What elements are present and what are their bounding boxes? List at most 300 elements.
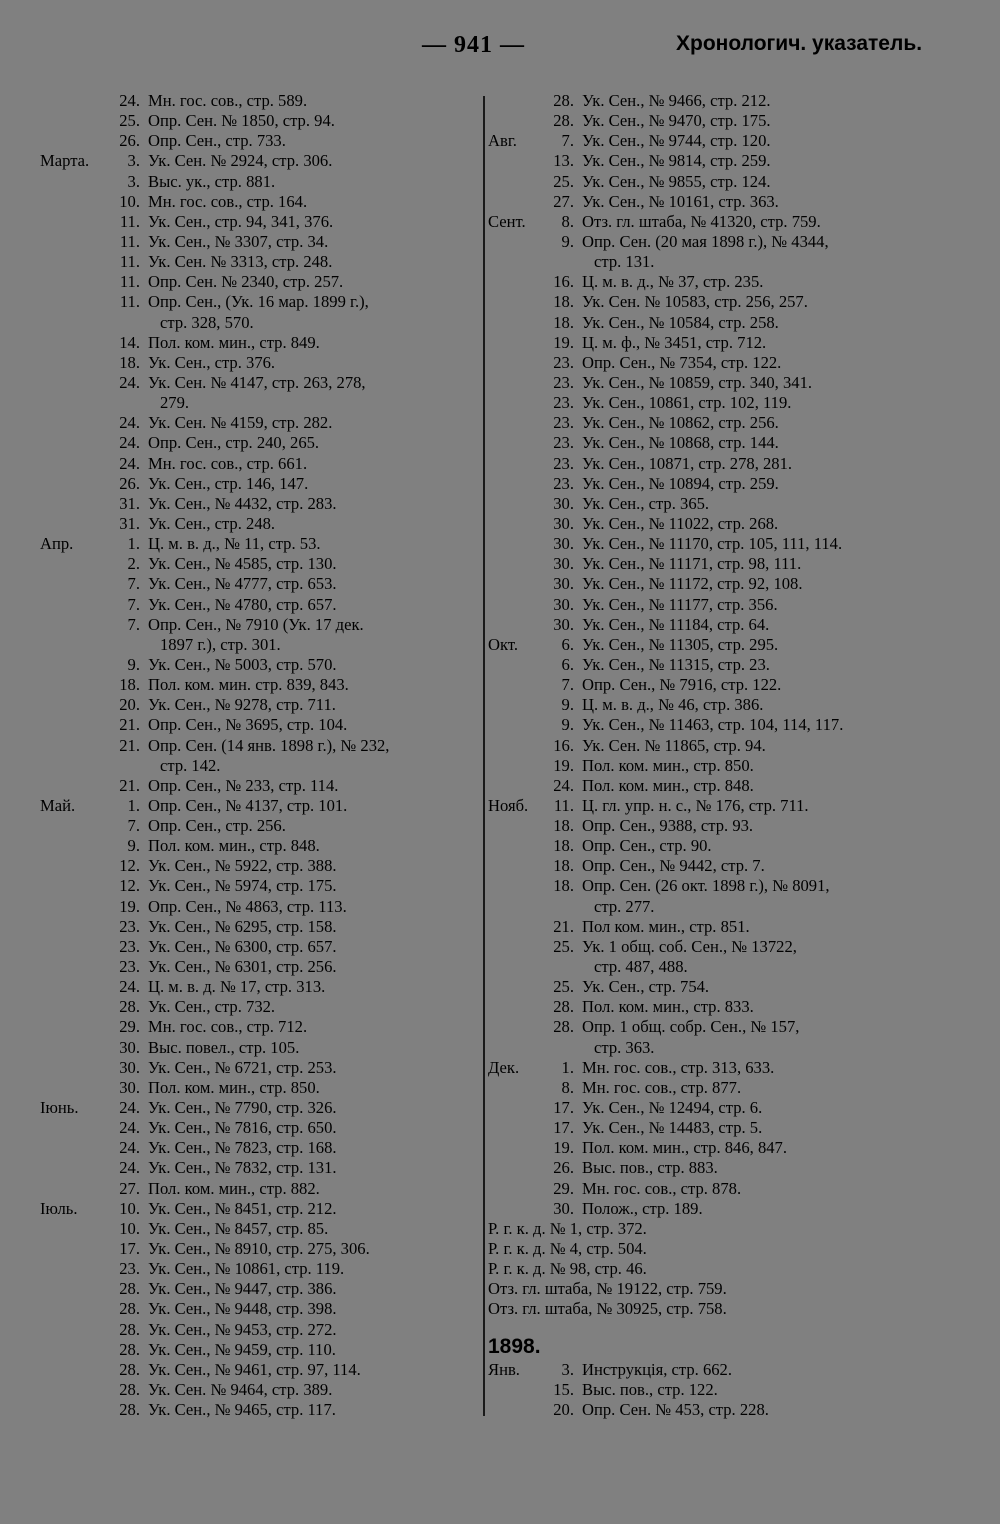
entry-text: Ук. Сен., № 5922, стр. 388.: [148, 856, 337, 876]
entry-day: 23.: [119, 957, 140, 977]
index-entry: [40, 675, 480, 695]
entry-month: [40, 111, 98, 131]
entry-text: Ук. Сен., № 11172, стр. 92, 108.: [582, 574, 803, 594]
entry-day: 25.: [553, 936, 574, 956]
index-entry: [488, 977, 958, 997]
entry-text: Р. г. к. д. № 1, стр. 372.: [488, 1218, 647, 1238]
entry-text: Ук. Сен., № 9466, стр. 212.: [582, 91, 771, 110]
entry-text: стр. 328, 570.: [160, 312, 254, 332]
entry-text: Ук. Сен., № 6295, стр. 158.: [148, 916, 337, 936]
index-entry: [488, 615, 958, 635]
entry-day: 26.: [119, 473, 140, 493]
entry-text: Полож., стр. 189.: [582, 1198, 703, 1218]
index-entry: [488, 413, 958, 433]
index-entry: [488, 192, 958, 212]
entry-month: [40, 977, 98, 997]
entry-text: стр. 487, 488.: [594, 957, 688, 977]
entry-month: Апр.: [40, 534, 74, 554]
entry-text: Ук. Сен., № 6721, стр. 253.: [148, 1057, 337, 1077]
index-entry: [40, 333, 480, 353]
entry-text: Опр. Сен., № 7910 (Ук. 17 дек.: [148, 614, 364, 634]
entry-text: Опр. Сен., стр. 240, 265.: [148, 433, 320, 453]
index-entry: [488, 736, 958, 756]
index-entry: [488, 373, 958, 393]
entry-text: Ук. Сен., № 11305, стр. 295.: [582, 634, 779, 654]
index-entry: [488, 151, 958, 171]
entry-day: 11.: [119, 211, 140, 231]
entry-month: [488, 192, 544, 212]
entry-text: Ук. Сен., № 11171, стр. 98, 111.: [582, 554, 802, 574]
index-entry: [40, 554, 480, 574]
entry-text: Ук. Сен. № 9464, стр. 389.: [148, 1380, 333, 1399]
entry-day: 28.: [119, 1339, 140, 1359]
entry-month: [488, 1158, 544, 1178]
entry-day: 7.: [561, 675, 574, 695]
entry-day: 27.: [553, 191, 574, 211]
entry-day: 24.: [119, 1158, 140, 1178]
entry-day: 8.: [561, 1077, 574, 1097]
index-entry: [488, 1239, 958, 1259]
entry-month: [40, 192, 98, 212]
index-entry: [40, 695, 480, 715]
entry-month: [488, 393, 544, 413]
index-entry: [488, 1360, 958, 1380]
entry-day: 19.: [553, 755, 574, 775]
entry-day: 28.: [119, 1319, 140, 1339]
entry-day: 8.: [561, 211, 574, 231]
entry-text: Выс. пов., стр. 883.: [582, 1158, 718, 1178]
index-entry: [40, 172, 480, 192]
entry-month: [40, 1239, 98, 1259]
entry-month: [40, 554, 98, 574]
entry-text: Мн. гос. сов., стр. 712.: [148, 1017, 308, 1037]
entry-day: 30.: [119, 1037, 140, 1057]
index-entry: [488, 554, 958, 574]
entry-month: [488, 454, 544, 474]
entry-day: 15.: [553, 1379, 574, 1399]
index-entry: [40, 937, 480, 957]
entry-day: 26.: [553, 1158, 574, 1178]
index-entry: [40, 1360, 480, 1380]
entry-month: [488, 151, 544, 171]
index-entry: [40, 272, 480, 292]
entry-day: 23.: [553, 372, 574, 392]
entry-text: Ук. Сен., № 4585, стр. 130.: [148, 554, 337, 574]
entry-month: Окт.: [488, 634, 518, 654]
index-entry: [488, 1199, 958, 1219]
index-entry: [40, 1219, 480, 1239]
entry-month: Дек.: [488, 1057, 520, 1077]
entry-day: 28.: [119, 1380, 140, 1399]
entry-text: Отз. гл. штаба, № 41320, стр. 759.: [582, 211, 821, 231]
entry-day: 7.: [561, 131, 574, 151]
entry-day: 29.: [119, 1017, 140, 1037]
entry-month: [488, 232, 544, 252]
entry-month: [488, 313, 544, 333]
entry-month: [488, 957, 544, 977]
entry-day: 9.: [561, 695, 574, 715]
entry-month: [40, 373, 98, 393]
entry-month: [488, 474, 544, 494]
entry-month: [488, 433, 544, 453]
entry-day: 18.: [553, 312, 574, 332]
entry-text: Опр. Сен. (14 янв. 1898 г.), № 232,: [148, 735, 390, 755]
index-entry: [488, 1279, 958, 1299]
index-entry: [488, 313, 958, 333]
index-entry: [488, 1038, 958, 1058]
entry-month: [40, 615, 98, 635]
entry-month: [40, 1320, 98, 1340]
entry-day: [98, 393, 140, 413]
index-entry: [488, 997, 958, 1017]
index-entry: [40, 1118, 480, 1138]
entry-month: [488, 373, 544, 393]
entry-text: Ц. м. в. д., № 11, стр. 53.: [148, 534, 321, 554]
entry-day: 28.: [119, 1359, 140, 1379]
entry-text: стр. 363.: [594, 1037, 655, 1057]
entry-month: [488, 897, 544, 917]
entry-day: 24.: [119, 433, 140, 453]
index-entry: [40, 1259, 480, 1279]
entry-text: Ук. Сен., № 10861, стр. 119.: [148, 1259, 345, 1279]
index-entry: [488, 695, 958, 715]
index-entry: [40, 655, 480, 675]
entry-month: [488, 172, 544, 192]
entry-month: [488, 937, 544, 957]
entry-text: Ц. м. ф., № 3451, стр. 712.: [582, 332, 767, 352]
index-entry: [40, 151, 480, 171]
entry-day: 1.: [127, 534, 140, 554]
entry-month: [488, 715, 544, 735]
entry-text: Опр. Сен., № 9442, стр. 7.: [582, 856, 765, 876]
entry-text: Ук. Сен., № 9465, стр. 117.: [148, 1400, 336, 1420]
index-entry: [488, 876, 958, 896]
entry-day: 25.: [119, 111, 140, 131]
entry-text: Ук. Сен. № 10583, стр. 256, 257.: [582, 292, 808, 312]
entry-month: [488, 836, 544, 856]
entry-day: 3.: [561, 1359, 574, 1379]
entry-month: [40, 715, 98, 735]
entry-text: Опр. Сен., стр. 256.: [148, 816, 286, 836]
index-entry: [488, 172, 958, 192]
entry-month: [488, 1400, 544, 1420]
entry-text: Опр. Сен. № 1850, стр. 94.: [148, 111, 335, 131]
entry-text: Пол. ком. мин., стр. 848.: [582, 775, 754, 795]
entry-month: [488, 1017, 544, 1037]
index-entry: [40, 91, 480, 111]
entry-day: 30.: [553, 534, 574, 554]
index-entry: [40, 977, 480, 997]
entry-day: 24.: [119, 372, 140, 392]
entry-month: [40, 172, 98, 192]
entry-text: Ук. Сен., № 10859, стр. 340, 341.: [582, 372, 813, 392]
entry-text: Опр. Сен., № 4137, стр. 101.: [148, 795, 348, 815]
index-entry: [488, 1219, 958, 1239]
entry-day: 16.: [553, 735, 574, 755]
index-entry: [488, 1138, 958, 1158]
entry-month: [488, 997, 544, 1017]
index-entry: [40, 292, 480, 312]
entry-month: [40, 856, 98, 876]
entry-text: Ук. Сен., стр. 732.: [148, 997, 276, 1017]
entry-day: 30.: [119, 1077, 140, 1097]
entry-month: [40, 937, 98, 957]
entry-day: 21.: [119, 735, 140, 755]
entry-text: Ук. Сен., № 9447, стр. 386.: [148, 1279, 337, 1299]
entry-text: стр. 277.: [594, 896, 655, 916]
entry-month: Нояб.: [488, 795, 529, 815]
entry-day: 31.: [119, 513, 140, 533]
entry-text: Ук. Сен., № 9461, стр. 97, 114.: [148, 1359, 361, 1379]
entry-text: Опр. Сен., стр. 90.: [582, 836, 712, 856]
entry-day: 28.: [553, 1017, 574, 1037]
entry-day: 12.: [119, 876, 140, 896]
entry-day: 28.: [119, 1279, 140, 1299]
entry-text: Ук. Сен., № 9855, стр. 124.: [582, 171, 771, 191]
entry-day: 23.: [553, 393, 574, 413]
entry-month: [488, 1078, 544, 1098]
entry-text: Ц. м. в. д., № 46, стр. 386.: [582, 695, 764, 715]
entry-day: 9.: [561, 715, 574, 735]
index-entry: [488, 1078, 958, 1098]
index-entry: [488, 454, 958, 474]
entry-day: 24.: [553, 775, 574, 795]
index-entry: [488, 534, 958, 554]
entry-day: 23.: [553, 352, 574, 372]
entry-day: 19.: [553, 332, 574, 352]
entry-month: [488, 1038, 544, 1058]
column-divider: [483, 96, 485, 1416]
index-entry: [40, 1058, 480, 1078]
index-entry: [40, 635, 480, 655]
entry-day: 20.: [553, 1399, 574, 1419]
entry-month: [40, 313, 98, 333]
entry-day: [544, 1038, 574, 1058]
index-entry: [488, 1017, 958, 1037]
entry-text: стр. 142.: [160, 755, 221, 775]
entry-month: [488, 816, 544, 836]
entry-month: [40, 474, 98, 494]
index-entry: [40, 876, 480, 896]
entry-month: [488, 1199, 544, 1219]
index-entry: [40, 1078, 480, 1098]
entry-month: [488, 1179, 544, 1199]
entry-text: Ук. Сен., № 8457, стр. 85.: [148, 1218, 329, 1238]
entry-day: 21.: [119, 775, 140, 795]
entry-day: 14.: [119, 332, 140, 352]
entry-text: Ук. Сен., № 14483, стр. 5.: [582, 1118, 763, 1138]
index-entry: [488, 393, 958, 413]
entry-day: [544, 897, 574, 917]
entry-month: [488, 413, 544, 433]
index-entry: [40, 1098, 480, 1118]
entry-month: [40, 675, 98, 695]
entry-day: 16.: [553, 272, 574, 292]
entry-text: Ук. Сен., № 11170, стр. 105, 111, 114.: [582, 534, 843, 554]
index-entry: [488, 91, 958, 111]
entry-day: 17.: [553, 1118, 574, 1138]
entry-month: [488, 1098, 544, 1118]
index-entry: [488, 937, 958, 957]
entry-month: [40, 776, 98, 796]
entry-text: Ук. Сен., 10861, стр. 102, 119.: [582, 393, 792, 413]
entry-text: Ук. Сен., № 9744, стр. 120.: [582, 131, 771, 151]
entry-text: Мн. гос. сов., стр. 164.: [148, 191, 308, 211]
entry-day: 28.: [553, 997, 574, 1017]
entry-day: 23.: [553, 413, 574, 433]
entry-day: 28.: [119, 997, 140, 1017]
page-number: — 941 —: [422, 32, 525, 58]
entry-day: 24.: [119, 413, 140, 433]
entry-day: 11.: [119, 252, 140, 272]
entry-text: Мн. гос. сов., стр. 877.: [582, 1077, 742, 1097]
entry-month: [40, 514, 98, 534]
index-entry: [488, 1098, 958, 1118]
entry-month: [40, 131, 98, 151]
entry-text: Опр. Сен. (20 мая 1898 г.), № 4344,: [582, 231, 829, 251]
index-entry: [488, 1058, 958, 1078]
index-entry: [40, 1179, 480, 1199]
entry-month: [40, 1179, 98, 1199]
entry-month: [40, 91, 98, 111]
entry-day: 3.: [127, 171, 140, 191]
index-entry: [488, 514, 958, 534]
entry-month: [488, 292, 544, 312]
index-entry: [40, 1380, 480, 1400]
index-entry: [40, 756, 480, 776]
entry-day: 18.: [553, 856, 574, 876]
entry-day: 17.: [119, 1239, 140, 1259]
entry-month: [488, 615, 544, 635]
entry-day: 10.: [119, 1218, 140, 1238]
entry-month: [488, 756, 544, 776]
entry-day: 11.: [119, 272, 140, 292]
entry-text: Ц. м. в. д., № 37, стр. 235.: [582, 272, 764, 292]
entry-text: Ук. Сен., № 12494, стр. 6.: [582, 1098, 763, 1118]
entry-text: Ук. Сен., № 9448, стр. 398.: [148, 1299, 337, 1319]
index-entry: [40, 1017, 480, 1037]
entry-day: 30.: [553, 594, 574, 614]
entry-month: [40, 1038, 98, 1058]
entry-day: 9.: [127, 836, 140, 856]
entry-text: Ук. Сен., № 7790, стр. 326.: [148, 1098, 337, 1118]
year-heading: [488, 1320, 958, 1360]
entry-day: 10.: [119, 191, 140, 211]
entry-text: Пол. ком. мин., стр. 882.: [148, 1178, 320, 1198]
index-entry: [488, 917, 958, 937]
entry-day: 29.: [553, 1178, 574, 1198]
entry-month: [40, 574, 98, 594]
entry-day: 31.: [119, 493, 140, 513]
entry-day: 23.: [553, 433, 574, 453]
index-entry: [40, 836, 480, 856]
index-entry: [488, 1259, 958, 1279]
index-entry: [488, 836, 958, 856]
index-entry: [40, 454, 480, 474]
index-entry: [488, 776, 958, 796]
entry-text: Ук. Сен., № 10862, стр. 256.: [582, 413, 779, 433]
index-entry: [40, 1299, 480, 1319]
entry-month: [40, 333, 98, 353]
entry-text: стр. 131.: [594, 252, 655, 272]
entry-month: [488, 675, 544, 695]
index-entry: [40, 917, 480, 937]
entry-month: [40, 272, 98, 292]
entry-day: 24.: [119, 977, 140, 997]
entry-day: 6.: [561, 634, 574, 654]
index-entry: [40, 1199, 480, 1219]
entry-month: [40, 494, 98, 514]
index-entry: [40, 232, 480, 252]
index-entry: [40, 252, 480, 272]
entry-month: [40, 756, 98, 776]
entry-month: [40, 897, 98, 917]
entry-text: Опр. Сен., № 3695, стр. 104.: [148, 715, 348, 735]
entry-text: Ук. Сен., № 9453, стр. 272.: [148, 1319, 337, 1339]
index-entry: [488, 1118, 958, 1138]
index-entry: [40, 353, 480, 373]
entry-day: [98, 313, 140, 333]
entry-text: Ук. 1 общ. соб. Сен., № 13722,: [582, 936, 797, 956]
entry-month: [488, 655, 544, 675]
entry-text: Ук. Сен. № 2924, стр. 306.: [148, 151, 333, 171]
index-entry: [488, 212, 958, 232]
entry-day: 24.: [119, 91, 140, 110]
index-entry: [40, 433, 480, 453]
index-entry: [40, 192, 480, 212]
entry-text: Ук. Сен., № 10868, стр. 144.: [582, 433, 779, 453]
entry-day: 10.: [119, 1198, 140, 1218]
entry-text: 1897 г.), стр. 301.: [160, 634, 281, 654]
entry-day: 7.: [127, 816, 140, 836]
entry-text: Ук. Сен., № 6300, стр. 657.: [148, 936, 337, 956]
entry-day: 30.: [553, 493, 574, 513]
entry-text: Ук. Сен., № 4432, стр. 283.: [148, 493, 337, 513]
index-entry: [488, 574, 958, 594]
entry-day: 7.: [127, 614, 140, 634]
entry-month: [40, 695, 98, 715]
entry-day: 13.: [553, 151, 574, 171]
entry-month: [488, 1138, 544, 1158]
entry-month: [40, 252, 98, 272]
entry-day: 2.: [127, 554, 140, 574]
entry-text: Опр. 1 общ. собр. Сен., № 157,: [582, 1017, 800, 1037]
entry-month: [40, 1360, 98, 1380]
right-column: [488, 91, 958, 1420]
index-entry: [40, 715, 480, 735]
entry-text: Опр. Сен., № 233, стр. 114.: [148, 775, 339, 795]
index-entry: [488, 957, 958, 977]
entry-month: [488, 353, 544, 373]
index-entry: [488, 1380, 958, 1400]
entry-month: [40, 1299, 98, 1319]
entry-month: [40, 836, 98, 856]
entry-text: Ук. Сен., № 4780, стр. 657.: [148, 594, 337, 614]
entry-day: 20.: [119, 695, 140, 715]
entry-text: Опр. Сен. (26 окт. 1898 г.), № 8091,: [582, 876, 830, 896]
entry-text: Отз. гл. штаба, № 19122, стр. 759.: [488, 1279, 727, 1299]
index-entry: [40, 1400, 480, 1420]
index-entry: [488, 474, 958, 494]
index-entry: [40, 111, 480, 131]
index-entry: [40, 1340, 480, 1360]
entry-month: [488, 554, 544, 574]
entry-month: [40, 454, 98, 474]
entry-day: 24.: [119, 1098, 140, 1118]
index-entry: [488, 595, 958, 615]
entry-day: 11.: [119, 292, 140, 312]
entry-day: 26.: [119, 131, 140, 151]
